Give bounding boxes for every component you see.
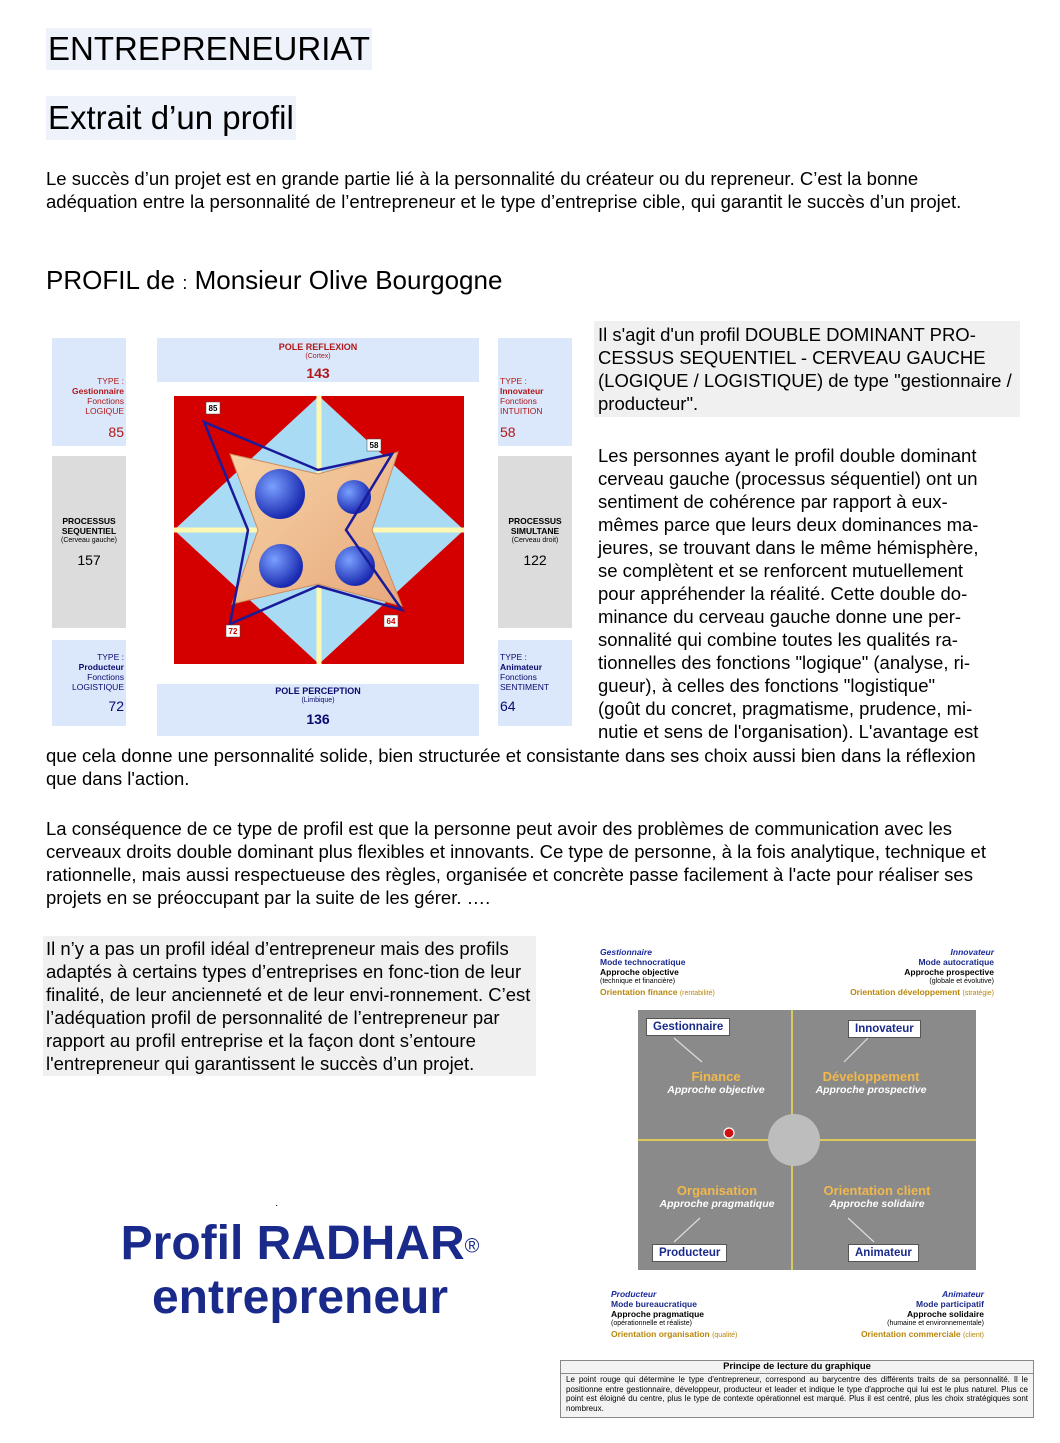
pole-top-value: 143 bbox=[306, 365, 330, 381]
body1-line: nutie et sens de l'organisation). L'avantage est bbox=[598, 721, 979, 742]
ml-t1: PROCESSUS bbox=[62, 516, 116, 526]
ball-tl bbox=[255, 469, 305, 519]
qt-bl-t: Organisation bbox=[676, 1183, 758, 1198]
quad-btn-innovateur: Innovateur bbox=[848, 1020, 921, 1038]
qd-br-name: Animateur bbox=[941, 1289, 984, 1299]
qd-bl-mode: Mode bureaucratique bbox=[611, 1299, 697, 1309]
mr-value: 122 bbox=[523, 552, 547, 568]
page-title: ENTREPRENEURIAT bbox=[46, 28, 372, 70]
quad-btn-animateur: Animateur bbox=[848, 1244, 919, 1262]
bl-value: 72 bbox=[108, 698, 124, 714]
center-circle bbox=[768, 1114, 820, 1166]
qd-bl-orient-sub: (qualité) bbox=[712, 1332, 738, 1339]
body1-line: minance du cerveau gauche donne une per- bbox=[598, 606, 962, 627]
legend-text: Le point rouge qui détermine le type d'entrepreneur, correspond au barycentre des différents traits de sa personnalité. Il le positionne entre gestionnaire, développeur, producteur et leader et indique le type d'approche qui lui est le plus naturel. Plus ce point est éloigné du centre, plus le type de contexte opérationnel est marqué. Plus il est centré, plus les choix stratégiques sont nombreux. bbox=[566, 1375, 1028, 1413]
body1-line: se complètent et se renforcent mutuellement bbox=[598, 560, 964, 581]
radar-graphic bbox=[52, 334, 574, 742]
quad-finance bbox=[646, 1069, 786, 1096]
radhar-line1: Profil RADHAR bbox=[120, 1217, 465, 1270]
quad-desc-tl bbox=[600, 947, 750, 999]
ml-value: 157 bbox=[77, 552, 101, 568]
qt-br-t: Orientation client bbox=[823, 1183, 931, 1198]
profile-summary: Il s'agit d'un profil DOUBLE DOMINANT PRO-CESSUS SEQUENTIEL - CERVEAU GAUCHE (LOGIQUE / LOGISTIQUE) de type "gestionnaire / producteur". bbox=[594, 321, 1020, 417]
pole-top-sub: (Cortex) bbox=[305, 353, 331, 360]
qd-br-mode: Mode participatif bbox=[915, 1299, 984, 1309]
qt-br-s: Approche solidaire bbox=[829, 1198, 925, 1210]
bl-f1: Fonctions bbox=[87, 672, 124, 682]
radar-diagram bbox=[52, 334, 574, 742]
legend-title: Principe de lecture du graphique bbox=[561, 1361, 1033, 1374]
body1-line: mêmes parce que leurs deux dominances ma- bbox=[598, 514, 979, 535]
pole-bottom-sub: (Limbique) bbox=[301, 697, 335, 704]
body1-line: tionnelles des fonctions "logique" (analyse, ri- bbox=[598, 652, 971, 673]
qd-bl-name: Producteur bbox=[611, 1289, 657, 1299]
profil-heading bbox=[46, 264, 502, 299]
quad-developpement bbox=[796, 1069, 946, 1096]
br-f1: Fonctions bbox=[500, 672, 537, 682]
quad-organisation bbox=[642, 1183, 792, 1210]
qt-tl-t: Finance bbox=[691, 1069, 741, 1084]
quadrant-chart bbox=[638, 1010, 976, 1270]
quadrant-graphic bbox=[638, 1010, 976, 1270]
tl-value: 85 bbox=[108, 424, 124, 440]
page-subtitle: Extrait d’un profil bbox=[46, 96, 296, 140]
qd-br-approche: Approche solidaire bbox=[907, 1309, 984, 1319]
ml-sub: (Cerveau gauche) bbox=[60, 537, 118, 544]
legend-box bbox=[560, 1360, 1034, 1418]
qd-tr-orient-sub: (stratégie) bbox=[962, 990, 994, 997]
quad-desc-br bbox=[810, 1289, 984, 1341]
red-point bbox=[724, 1128, 734, 1138]
qd-bl-approche: Approche pragmatique bbox=[611, 1309, 705, 1319]
tl-f2: LOGIQUE bbox=[85, 406, 124, 416]
body1-line: cerveau gauche (processus séquentiel) ont un bbox=[598, 468, 978, 489]
intro-paragraph: Le succès d’un projet est en grande partie lié à la personnalité du créateur ou du repreneur. C’est la bonne adéquation entre la personnalité de l’entrepreneur et le type d’entreprise cible, qui garantit le succès d’un projet. bbox=[46, 168, 962, 212]
qt-bl-s: Approche pragmatique bbox=[659, 1198, 775, 1210]
qt-tl-s: Approche objective bbox=[667, 1084, 765, 1096]
tr-value: 58 bbox=[500, 424, 516, 440]
ml-t2: SEQUENTIEL bbox=[61, 526, 117, 536]
body-paragraph-2: La conséquence de ce type de profil est que la personne peut avoir des problèmes de communication avec les cerveaux droits double dominant plus flexibles et innovants. Ce type de personne, à la fois analytique, technique et rationnelle, mais aussi respectueuse des règles, organisée et concrète passe facilement à l'acte pour réaliser ses projets en se préoccupant par la suite de les gérer. …. bbox=[46, 818, 986, 908]
qd-tl-approche: Approche objective bbox=[600, 967, 679, 977]
qd-tl-orient: Orientation finance bbox=[600, 987, 678, 997]
body1-line: Les personnes ayant le profil double dominant bbox=[598, 445, 977, 466]
quad-desc-tr bbox=[810, 947, 994, 999]
qd-tl-orient-sub: (rentabilité) bbox=[679, 990, 715, 997]
body-paragraph-1-continued: que cela donne une personnalité solide, bien structurée et consistante dans ses choix aussi bien dans la réflexion que dans l'action. bbox=[46, 745, 976, 789]
qd-tr-orient: Orientation développement bbox=[850, 987, 961, 997]
ball-bl bbox=[259, 544, 303, 588]
tl-type: TYPE : bbox=[97, 376, 124, 386]
body-paragraph-3: Il n’y a pas un profil idéal d’entrepreneur mais des profils adaptés à certains types d’entreprises en fonc-tion de leur finalité, de leur ancienneté et de leur envi-ronnement. C’est l’adéquation profil de personnalité de l’entrepreneur par rapport au profil entreprise et la façon dont s’entoure l'entrepreneur qui garantissent le succès d’un projet. bbox=[43, 936, 536, 1076]
pole-top-title: POLE REFLEXION bbox=[278, 342, 358, 352]
br-value: 64 bbox=[500, 698, 516, 714]
tr-f2: INTUITION bbox=[500, 406, 543, 416]
dot-mark: · bbox=[275, 1200, 279, 1211]
body1-line: sentiment de cohérence par rapport à eux- bbox=[598, 491, 948, 512]
mark-tr: 58 bbox=[369, 441, 379, 450]
mr-sub: (Cerveau droit) bbox=[511, 537, 559, 544]
qd-tl-detail: (technique et financière) bbox=[600, 978, 676, 985]
qd-br-orient: Orientation commerciale bbox=[860, 1329, 961, 1339]
qd-tr-approche: Approche prospective bbox=[904, 967, 994, 977]
pole-bottom-title: POLE PERCEPTION bbox=[275, 686, 361, 696]
qd-br-detail: (humaine et environnementale) bbox=[887, 1320, 984, 1327]
profil-label: PROFIL de bbox=[46, 265, 176, 295]
bl-f2: LOGISTIQUE bbox=[72, 682, 124, 692]
qt-tr-t: Développement bbox=[822, 1069, 920, 1084]
qd-tr-mode: Mode autocratique bbox=[918, 957, 994, 967]
quad-desc-bl bbox=[611, 1289, 771, 1341]
profil-sep: : bbox=[182, 273, 188, 293]
br-name: Animateur bbox=[500, 662, 543, 672]
tl-f1: Fonctions bbox=[87, 396, 124, 406]
qd-bl-detail: (opérationnelle et réaliste) bbox=[611, 1320, 692, 1327]
body1-line: pour appréhender la réalité. Cette double do- bbox=[598, 583, 968, 604]
tr-f1: Fonctions bbox=[500, 396, 537, 406]
mark-br: 64 bbox=[386, 617, 396, 626]
radhar-line2: entrepreneur bbox=[151, 1271, 449, 1325]
qt-tr-s: Approche prospective bbox=[815, 1084, 927, 1096]
tr-name: Innovateur bbox=[500, 386, 544, 396]
br-f2: SENTIMENT bbox=[500, 682, 550, 692]
body1-line: gueur), à celles des fonctions "logistique" bbox=[598, 675, 936, 696]
radhar-logo bbox=[80, 1218, 520, 1324]
mark-bl: 72 bbox=[228, 627, 238, 636]
qd-tl-name: Gestionnaire bbox=[600, 947, 652, 957]
qd-br-orient-sub: (client) bbox=[962, 1332, 984, 1339]
qd-tr-detail: (globale et évolutive) bbox=[929, 978, 994, 985]
qd-bl-orient: Orientation organisation bbox=[611, 1329, 710, 1339]
body1-line: sonnalité qui combine toutes les qualités ra- bbox=[598, 629, 958, 650]
mark-tl: 85 bbox=[208, 404, 218, 413]
quad-orientation-client bbox=[802, 1183, 952, 1210]
pole-bottom-value: 136 bbox=[306, 711, 330, 727]
tr-type: TYPE : bbox=[500, 376, 527, 386]
tl-name: Gestionnaire bbox=[72, 386, 124, 396]
quad-btn-producteur: Producteur bbox=[652, 1244, 727, 1262]
bl-type: TYPE : bbox=[97, 652, 124, 662]
qd-tr-name: Innovateur bbox=[950, 947, 994, 957]
qd-tl-mode: Mode technocratique bbox=[600, 957, 686, 967]
br-type: TYPE : bbox=[500, 652, 527, 662]
quad-btn-gestionnaire: Gestionnaire bbox=[646, 1018, 730, 1036]
ball-br bbox=[335, 546, 375, 586]
profil-name: Monsieur Olive Bourgogne bbox=[194, 265, 503, 295]
body1-line: (goût du concret, pragmatisme, prudence, mi- bbox=[598, 698, 973, 719]
mr-t1: PROCESSUS bbox=[508, 516, 562, 526]
mr-t2: SIMULTANE bbox=[510, 526, 560, 536]
radhar-mark: ® bbox=[464, 1235, 480, 1258]
body-paragraph-1 bbox=[598, 444, 1012, 743]
bl-name: Producteur bbox=[78, 662, 124, 672]
body1-line: jeures, se trouvant dans le même hémisphère, bbox=[598, 537, 979, 558]
